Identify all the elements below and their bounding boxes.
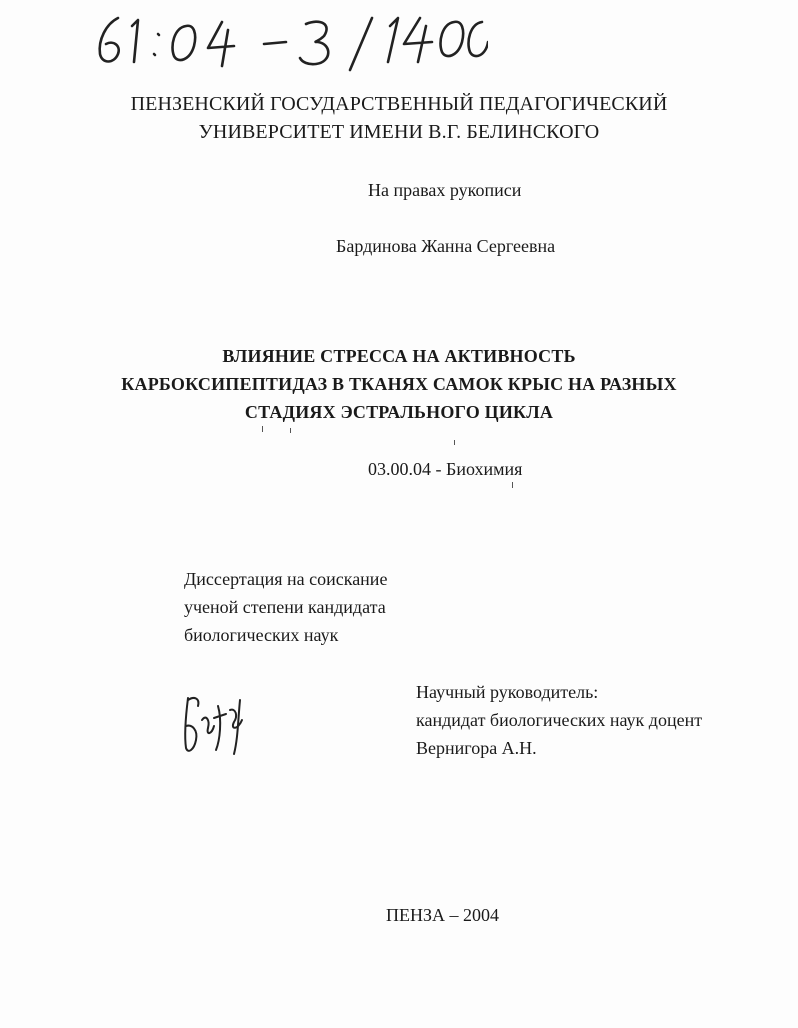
manuscript-note: На правах рукописи xyxy=(368,180,522,200)
university-line-2: УНИВЕРСИТЕТ ИМЕНИ В.Г. БЕЛИНСКОГО xyxy=(198,121,600,143)
author-name: Бардинова Жанна Сергеевна xyxy=(336,236,556,256)
handwritten-archive-code xyxy=(88,4,488,74)
scan-speck xyxy=(512,482,513,488)
supervisor-degree: кандидат биологических наук доцент xyxy=(416,710,703,730)
title-line-3: СТАДИЯХ ЭСТРАЛЬНОГО ЦИКЛА xyxy=(244,402,554,422)
supervisor-label: Научный руководитель: xyxy=(416,682,599,702)
title-line-2: КАРБОКСИПЕПТИДАЗ В ТКАНЯХ САМОК КРЫС НА РАЗНЫХ xyxy=(121,374,677,394)
supervisor-name: Вернигора А.Н. xyxy=(416,738,537,758)
scan-speck xyxy=(454,440,455,445)
city-year: ПЕНЗА – 2004 xyxy=(386,905,500,925)
handwritten-signature xyxy=(178,690,250,760)
dissertation-line-3: биологических наук xyxy=(184,625,339,645)
scan-speck xyxy=(290,428,291,433)
dissertation-line-2: ученой степени кандидата xyxy=(184,597,386,617)
title-line-1: ВЛИЯНИЕ СТРЕССА НА АКТИВНОСТЬ xyxy=(222,346,576,366)
university-line-1: ПЕНЗЕНСКИЙ ГОСУДАРСТВЕННЫЙ ПЕДАГОГИЧЕСКИЙ xyxy=(130,93,668,115)
scan-speck xyxy=(262,426,263,432)
dissertation-line-1: Диссертация на соискание xyxy=(184,569,388,589)
specialty: 03.00.04 - Биохимия xyxy=(368,459,523,479)
